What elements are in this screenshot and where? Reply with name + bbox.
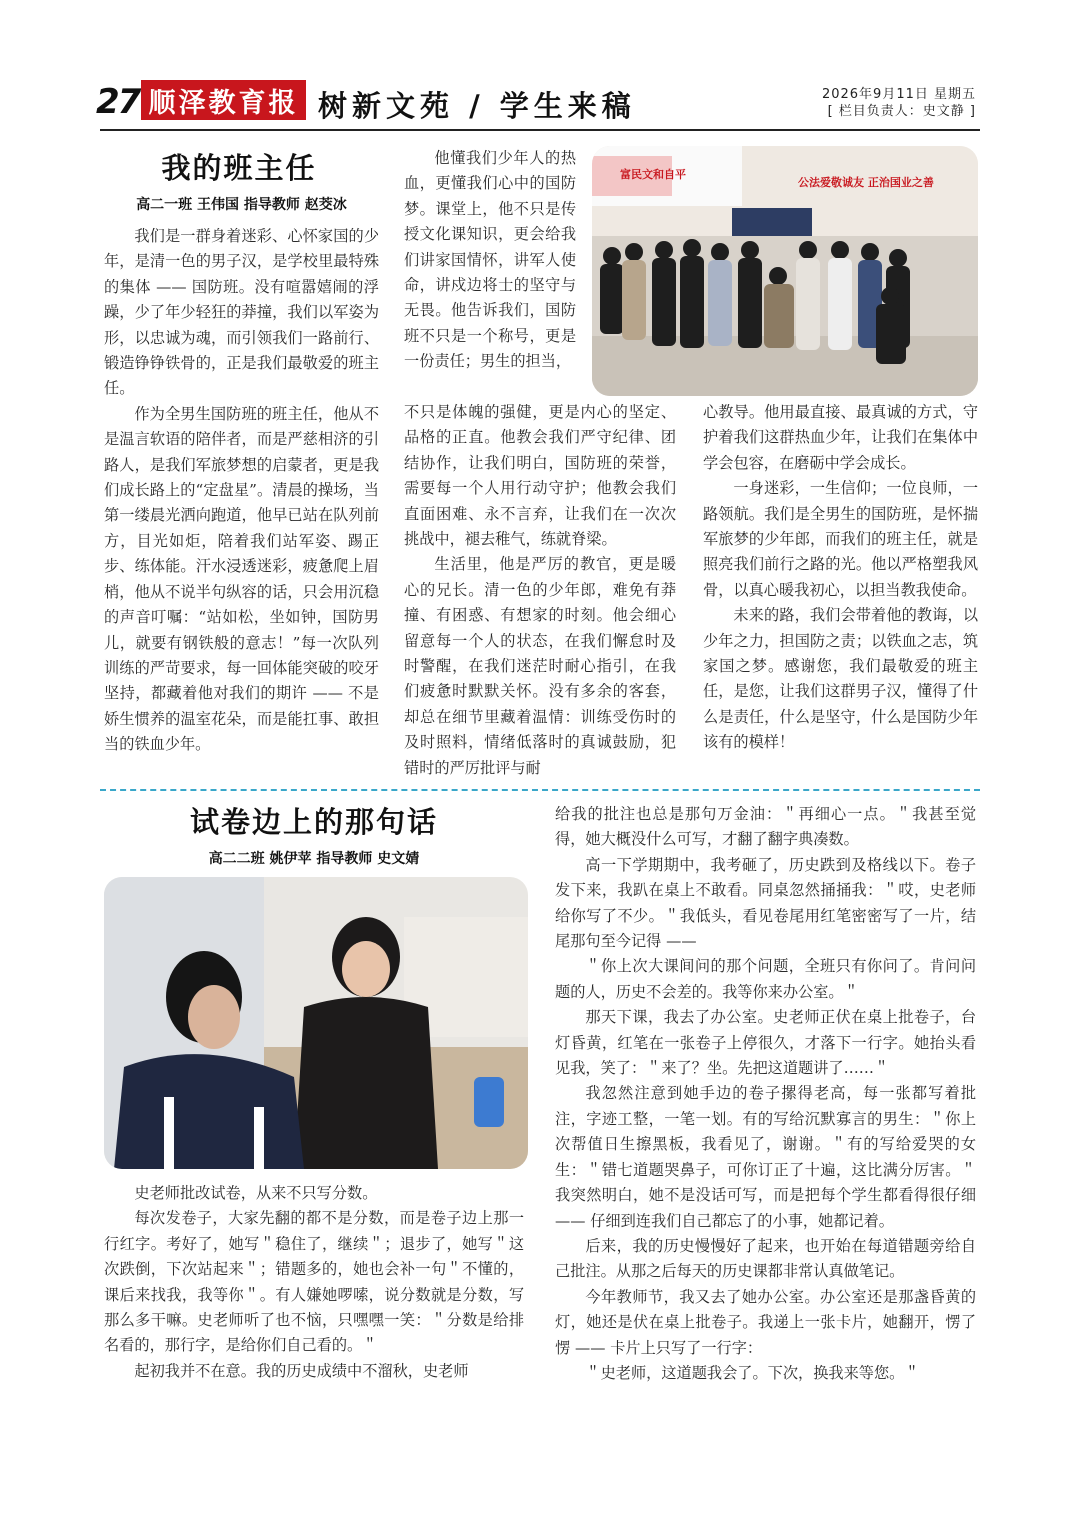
article2-column-right	[555, 802, 976, 1386]
paragraph: 我们是一群身着迷彩、心怀家国的少年，是清一色的男子汉，是学校里最特殊的集体 —— 国防班。没有喧嚣嬉闹的浮躁，少了年少轻狂的莽撞，我们以军姿为形，以忠诚为魂，而引领我们一路前行、锻造铮铮铁骨的，正是我们最敬爱的班主任。	[104, 227, 379, 398]
issue-date: 2026年9月11日 星期五	[821, 87, 976, 102]
article2-byline: 高二二班 姚伊苹 指导教师 史文婧	[208, 851, 420, 867]
article1-byline: 高二一班 王伟国 指导教师 赵茭冰	[136, 197, 347, 213]
paragraph: 我忽然注意到她手边的卷子摞得老高，每一张都写着批注，字迹工整，一笔一划。有的写给沉默寡言的男生：＂你上次帮值日生擦黑板，我看见了，谢谢。＂有的写给爱哭的女生：＂错七道题哭鼻子，可你订正了十遍，这比满分厉害。＂我突然明白，她不是没话可写，而是把每个学生都看得很仔细 —— 仔细到连我们自己都忘了的小事，她都记着。	[555, 1084, 976, 1230]
paragraph: 他懂我们少年人的热血，更懂我们心中的国防梦。课堂上，他不只是传授文化课知识，更会给我们讲家国情怀，讲军人使命，讲戍边将士的坚守与无畏。他告诉我们，国防班不只是一个称号，更是一份责任；男生的担当，	[404, 149, 576, 371]
page-number: 27	[96, 82, 140, 122]
paragraph: 那天下课，我去了办公室。史老师正伏在桌上批卷子，台灯昏黄，红笔在一张卷子上停很久，才落下一行字。她抬头看见我，笑了：＂来了？坐。先把这道题讲了……＂	[555, 1008, 976, 1078]
teacher-photo-image	[104, 877, 528, 1169]
column-editor: [ 栏目负责人：史文静 ]	[827, 104, 976, 119]
paragraph: 每次发卷子，大家先翻的都不是分数，而是卷子边上那一行红字。考好了，她写＂稳住了，继续＂；退步了，她写＂这次跌倒，下次站起来＂；错题多的，她也会补一句＂不懂的，课后来找我，我等你＂。有人嫌她啰嗦，说分数就是分数，写那么多干嘛。史老师听了也不恼，只嘿嘿一笑：＂分数是给排名看的，那行字，是给你们自己看的。＂	[104, 1209, 524, 1355]
teacher-student-photo	[104, 877, 528, 1169]
paragraph: 生活里，他是严厉的教官，更是暖心的兄长。清一色的少年郎，难免有莽撞、有困惑、有想家的时刻。他会细心留意每一个人的状态，在我们懈怠时及时警醒，在我们迷茫时耐心指引，在我们疲惫时默默关怀。没有多余的客套，却总在细节里藏着温情：训练受伤时的及时照料，情绪低落时的真诚鼓励，犯错时的严厉批评与耐	[404, 555, 676, 777]
article2-title: 试卷边上的那句话	[189, 805, 438, 839]
paragraph: 作为全男生国防班的班主任，他从不是温言软语的陪伴者，而是严慈相济的引路人，是我们军旅梦想的启蒙者，更是我们成长路上的“定盘星”。清晨的操场，当第一缕晨光洒向跑道，他早已站在队列前方，目光如炬，陪着我们站军姿、踢正步、练体能。汗水浸透迷彩，疲惫爬上眉梢，他从不说半句纵容的话，只会用沉稳的声音叮嘱：“站如松，坐如钟，国防男儿，就要有钢铁般的意志！”每一次队列训练的严苛要求，每一回体能突破的咬牙坚持，都藏着他对我们的期许 —— 不是娇生惯养的温室花朵，而是能扛事、敢担当的铁血少年。	[104, 404, 379, 754]
paragraph: 一身迷彩，一生信仰；一位良师，一路领航。我们是全男生的国防班，是怀揣军旅梦的少年郎，而我们的班主任，就是照亮我们前行之路的光。他以严格塑我风骨，以真心暖我初心，以担当教我使命。	[703, 479, 978, 599]
class-group-photo	[592, 146, 978, 396]
article1-column-1	[104, 224, 379, 758]
issue-date-block	[822, 86, 976, 120]
paragraph: ＂你上次大课间问的那个问题，全班只有你问了。肯问问题的人，历史不会差的。我等你来办公室。＂	[555, 957, 976, 1001]
newspaper-logo: 顺泽教育报	[141, 80, 306, 120]
header-rule	[100, 129, 980, 131]
paragraph: 史老师批改试卷，从来不只写分数。	[134, 1184, 378, 1202]
photo-banner-right: 公法爱敬诚友 正治国业之善	[798, 176, 934, 189]
article2-column-left	[104, 1181, 524, 1384]
article-divider	[100, 789, 980, 791]
article1-column-2-bottom	[404, 400, 676, 781]
paragraph: 高一下学期期中，我考砸了，历史跌到及格线以下。卷子发下来，我趴在桌上不敢看。同桌忽然捅捅我：＂哎，史老师给你写了不少。＂我低头，看见卷尾用红笔密密写了一片，结尾那句至今记得 ——	[555, 855, 976, 951]
photo-banner-left: 富民文和自平	[620, 168, 686, 181]
paragraph: 后来，我的历史慢慢好了起来，也开始在每道错题旁给自己批注。从那之后每天的历史课都非常认真做笔记。	[555, 1236, 976, 1281]
group-photo-image	[592, 146, 978, 396]
section-title: 树新文苑 / 学生来稿	[318, 89, 636, 123]
paragraph: 起初我并不在意。我的历史成绩中不溜秋，史老师	[134, 1361, 469, 1380]
paragraph: 给我的批注也总是那句万金油：＂再细心一点。＂我甚至觉得，她大概没什么可写，才翻了翻字典凑数。	[555, 805, 976, 849]
paragraph: 心教导。他用最直接、最真诚的方式，守护着我们这群热血少年，让我们在集体中学会包容，在磨砺中学会成长。	[703, 403, 978, 472]
article1-column-3	[703, 400, 978, 756]
paragraph: 未来的路，我们会带着他的教诲，以少年之力，担国防之责；以铁血之志，筑家国之梦。感谢您，我们最敬爱的班主任，是您，让我们这群男子汉，懂得了什么是责任，什么是坚守，什么是国防少年该有的模样！	[703, 606, 978, 752]
article1-column-2-top	[404, 146, 576, 375]
paragraph: 今年教师节，我又去了她办公室。办公室还是那盏昏黄的灯，她还是伏在桌上批卷子。我递上一张卡片，她翻开，愣了愣 —— 卡片上只写了一行字：	[555, 1287, 976, 1357]
paragraph: 不只是体魄的强健，更是内心的坚定、品格的正直。他教会我们严守纪律、团结协作，让我们明白，国防班的荣誉，需要每一个人用行动守护；他教会我们直面困难、永不言弃，让我们在一次次挑战中，褪去稚气，练就脊梁。	[404, 403, 676, 549]
paragraph: ＂史老师，这道题我会了。下次，换我来等您。＂	[585, 1363, 920, 1382]
article1-title: 我的班主任	[161, 151, 317, 185]
